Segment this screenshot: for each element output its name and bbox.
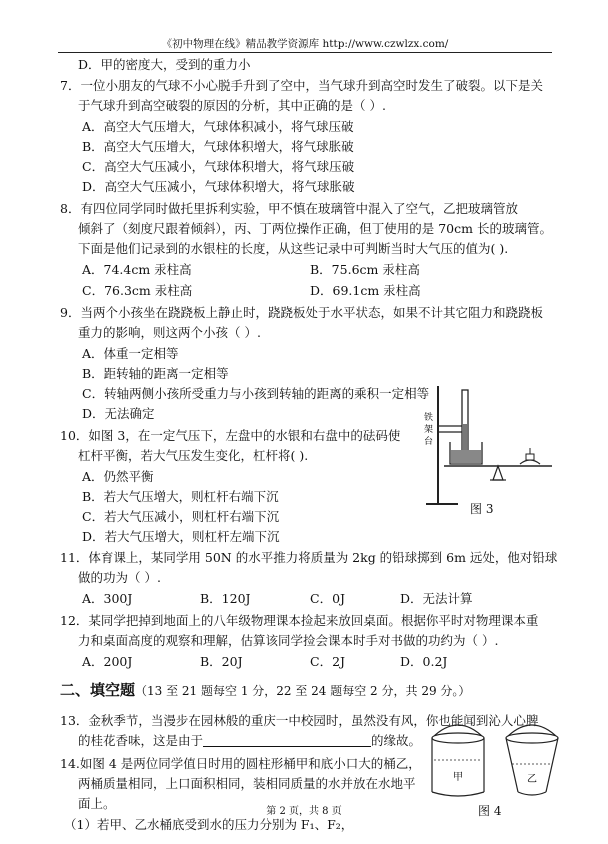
q12-stem-1: 12．某同学把掉到地面上的八年级物理课本捡起来放回桌面。根据你平时对物理课本重 — [60, 613, 539, 628]
section-note: （13 至 21 题每空 1 分，22 至 24 题每空 2 分，共 29 分。） — [135, 684, 471, 698]
q10-stem-2: 杠杆平衡，若大气压发生变化，杠杆将( ). — [78, 448, 309, 463]
q9-stem-2: 重力的影响，则这两个小孩（ ）. — [78, 325, 261, 340]
q9-option-d: D．无法确定 — [82, 406, 155, 421]
q13-stem-2a: 的桂花香味，这是由于 — [78, 733, 204, 748]
q12-option-b: B．20J — [200, 654, 243, 669]
q8-option-c: C．76.3cm 汞柱高 — [82, 283, 193, 298]
q7-option-d: D．高空大气压减小，气球体积增大，将气球胀破 — [82, 179, 355, 194]
q9-option-c: C．转轴两侧小孩所受重力与小孩到转轴的距离的乘积一定相等 — [82, 386, 430, 401]
q8-stem-3: 下面是他们记录到的水银柱的长度，从这些记录中可判断当时大气压的值为( ). — [78, 241, 509, 256]
q12-option-c: C．2J — [310, 654, 346, 669]
figure-3-stand-label-1: 铁 — [424, 413, 434, 423]
q8-option-b: B．75.6cm 汞柱高 — [310, 262, 420, 277]
q8-option-a: A．74.4cm 汞柱高 — [82, 262, 192, 277]
q14-sub-1: （1）若甲、乙水桶底受到水的压力分别为 F₁、F₂， — [64, 817, 354, 832]
q10-stem-1: 10．如图 3，在一定气压下，左盘中的水银和右盘中的砝码使 — [60, 428, 401, 443]
q7-stem-1: 7．一位小朋友的气球不小心脱手升到了空中，当气球升到高空时发生了破裂。以下是关 — [60, 78, 543, 93]
bucket-a-drawing — [432, 725, 484, 796]
page-footer: 第 2 页，共 8 页 — [266, 806, 342, 817]
q11-stem-2: 做的功为（ ）. — [78, 570, 161, 585]
q13-answer-blank[interactable] — [203, 734, 371, 747]
q13-stem-2b: 的缘故。 — [371, 733, 422, 748]
q10-option-a: A．仍然平衡 — [82, 469, 154, 484]
q7-option-b: B．高空大气压增大，气球体积增大，将气球胀破 — [82, 139, 354, 154]
q11-stem-1: 11．体育课上，某同学用 50N 的水平推力将质量为 2kg 的铅球掷到 6m 远处，他对铅球 — [60, 550, 558, 565]
q12-option-d: D．0.2J — [400, 654, 448, 669]
q13-stem-2 — [78, 732, 421, 750]
q11-option-a: A．300J — [82, 591, 133, 606]
q12-option-a: A．200J — [82, 654, 133, 669]
figure-3-stand-label-2: 架 — [424, 425, 434, 435]
q13-stem-1: 13．金秋季节，当漫步在园林般的重庆一中校园时，虽然没有风，你也能闻到沁人心脾 — [60, 713, 539, 728]
bucket-a-label: 甲 — [453, 772, 463, 783]
q9-option-b: B．距转轴的距离一定相等 — [82, 366, 229, 381]
page-header: 《初中物理在线》精品教学资源库 http://www.czwlzx.com/ — [161, 38, 449, 50]
q8-option-d: D．69.1cm 汞柱高 — [310, 283, 421, 298]
q6-option-d: D．甲的密度大，受到的重力小 — [78, 57, 251, 72]
q8-stem-2: 倾斜了（刻度尺跟着倾斜），丙、丁两位操作正确，但丁使用的是 70cm 长的玻璃管。 — [78, 221, 552, 236]
figure-3-lever-diagram — [416, 384, 556, 516]
q9-option-a: A．体重一定相等 — [82, 346, 179, 361]
q7-stem-2: 于气球升到高空破裂的原因的分析，其中正确的是（ ）. — [78, 98, 386, 113]
bucket-b-label: 乙 — [527, 774, 537, 785]
q14-stem-2: 两桶质量相同，上口面积相同，装相同质量的水并放在水地平 — [78, 776, 416, 791]
q11-option-d: D．无法计算 — [400, 591, 473, 606]
q8-stem-1: 8．有四位同学同时做托里拆利实验，甲不慎在玻璃管中混入了空气，乙把玻璃管放 — [60, 201, 518, 216]
figure-3-stand-label-3: 台 — [424, 437, 434, 447]
q14-stem-3: 面上。 — [78, 796, 116, 811]
section-title: 二、填空题 — [60, 681, 136, 699]
figure-4-buckets — [420, 716, 570, 802]
q10-option-d: D．若大气压增大，则杠杆左端下沉 — [82, 529, 280, 544]
section-heading — [60, 681, 470, 700]
header-divider — [58, 52, 552, 53]
figure-3-caption: 图 3 — [470, 502, 494, 516]
q10-option-b: B．若大气压增大，则杠杆右端下沉 — [82, 489, 279, 504]
q12-stem-2: 力和桌面高度的观察和理解，估算该同学捡会课本时手对书做的功约为（ ）. — [78, 633, 499, 648]
q7-option-c: C．高空大气压减小，气球体积增大，将气球压破 — [82, 159, 355, 174]
q14-stem-1: 14.如图 4 是两位同学值日时用的圆柱形桶甲和底小口大的桶乙， — [60, 756, 421, 771]
q10-option-c: C．若大气压减小，则杠杆右端下沉 — [82, 509, 280, 524]
q11-option-c: C．0J — [310, 591, 346, 606]
q7-option-a: A．高空大气压增大，气球体积减小，将气球压破 — [82, 119, 354, 134]
figure-4-caption: 图 4 — [478, 804, 502, 818]
q9-stem-1: 9．当两个小孩坐在跷跷板上静止时，跷跷板处于水平状态，如果不计其它阻力和跷跷板 — [60, 305, 543, 320]
q11-option-b: B．120J — [200, 591, 251, 606]
